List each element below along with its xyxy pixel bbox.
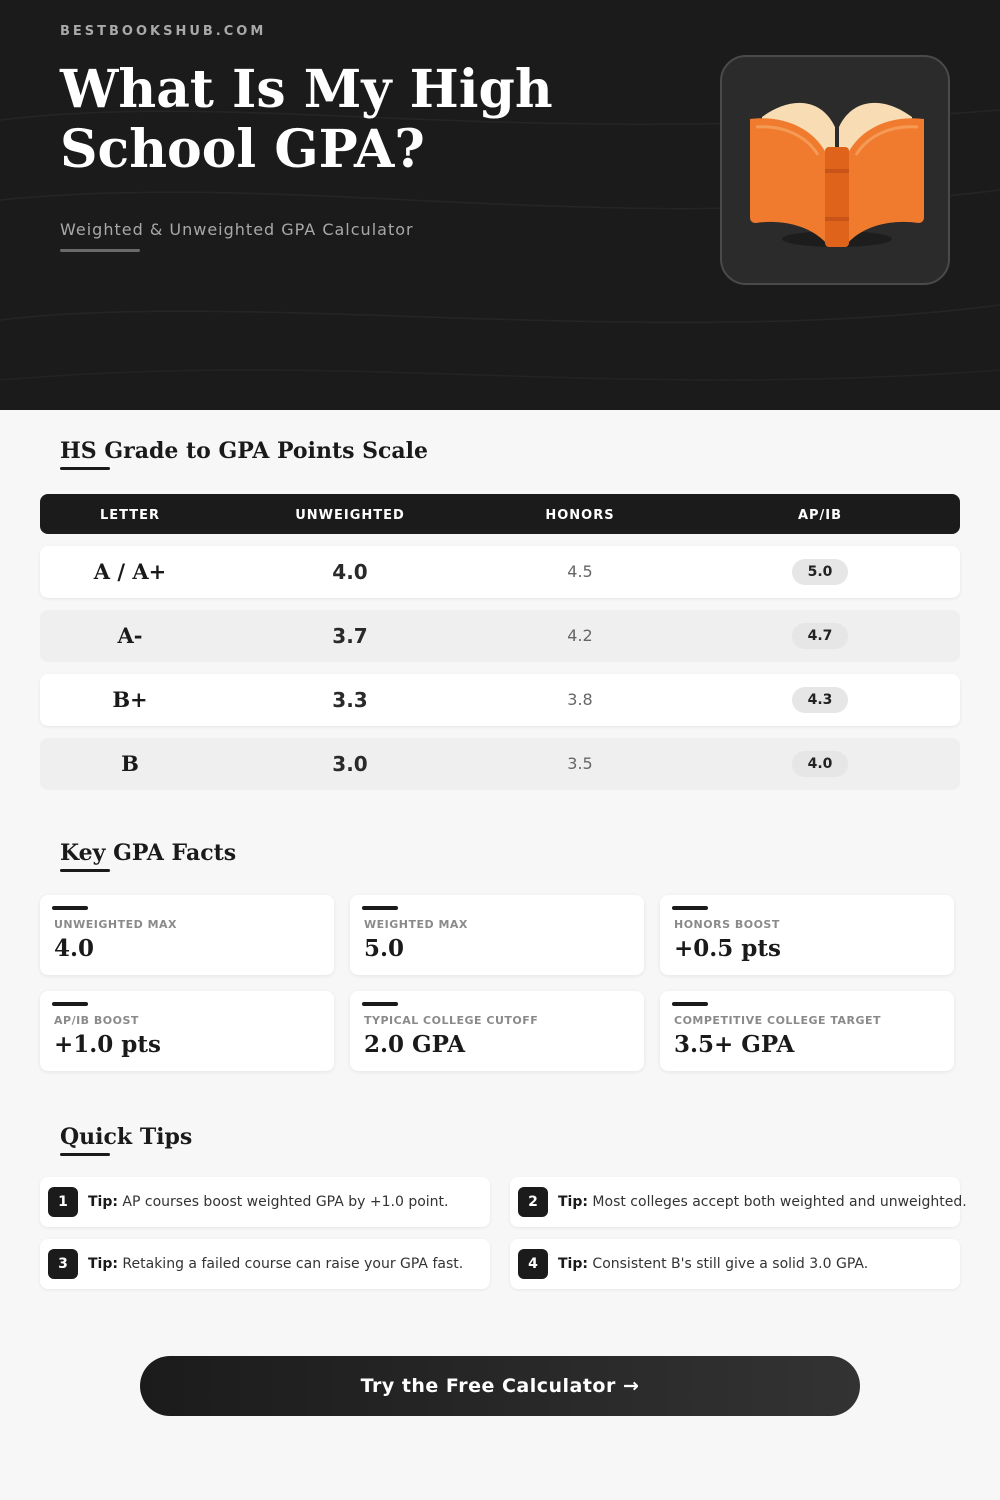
- fact-value: 4.0: [54, 935, 95, 962]
- col-letter: LETTER: [99, 508, 161, 523]
- card-accent: [362, 906, 398, 910]
- cell-letter: B: [121, 751, 139, 776]
- fact-value: 2.0 GPA: [364, 1031, 466, 1058]
- cell-unweighted: 4.0: [332, 560, 368, 584]
- cell-honors: 4.2: [567, 626, 593, 645]
- fact-label: UNWEIGHTED MAX: [54, 918, 178, 931]
- tip-prefix: Tip:: [558, 1256, 588, 1272]
- site-name: BESTBOOKSHUB.COM: [60, 24, 267, 39]
- tip-body: AP courses boost weighted GPA by +1.0 point.: [122, 1194, 449, 1210]
- table-row: [40, 674, 960, 726]
- subtitle-underline: [60, 249, 140, 252]
- tip-item: [510, 1177, 967, 1227]
- cell-unweighted: 3.0: [332, 752, 368, 776]
- facts-heading: Key GPA Facts: [60, 840, 237, 866]
- table-row: [40, 738, 960, 790]
- cell-letter: A / A+: [93, 559, 167, 584]
- fact-value: +0.5 pts: [674, 935, 781, 962]
- tip-item: [40, 1239, 490, 1289]
- fact-label: WEIGHTED MAX: [364, 918, 468, 931]
- cell-apib-badge: 4.0: [792, 751, 848, 777]
- hero-banner: [0, 0, 1000, 410]
- cell-honors: 3.8: [567, 690, 593, 709]
- fact-label: COMPETITIVE COLLEGE TARGET: [674, 1014, 882, 1027]
- cell-apib-badge: 4.3: [792, 687, 848, 713]
- facts-heading-underline: [60, 869, 110, 872]
- cell-unweighted: 3.7: [332, 624, 368, 648]
- col-unweighted: UNWEIGHTED: [295, 508, 405, 523]
- tip-text: [88, 1239, 463, 1289]
- fact-card: [40, 991, 334, 1071]
- tip-item: [510, 1239, 960, 1289]
- tip-text: [88, 1177, 448, 1227]
- page-subtitle: Weighted & Unweighted GPA Calculator: [60, 220, 414, 239]
- fact-label: HONORS BOOST: [674, 918, 780, 931]
- tip-text: [558, 1177, 967, 1227]
- cell-honors: 3.5: [567, 754, 593, 773]
- page-title: What Is My High School GPA?: [60, 59, 553, 180]
- col-honors: HONORS: [545, 508, 615, 523]
- fact-value: 3.5+ GPA: [674, 1031, 795, 1058]
- tip-body: Most colleges accept both weighted and unweighted.: [592, 1194, 967, 1210]
- tip-item: [40, 1177, 490, 1227]
- fact-card: [350, 991, 644, 1071]
- cell-unweighted: 3.3: [332, 688, 368, 712]
- tip-number-badge: 3: [48, 1249, 78, 1279]
- tips-heading-underline: [60, 1153, 110, 1156]
- tip-body: Consistent B's still give a solid 3.0 GPA.: [592, 1256, 869, 1272]
- card-accent: [52, 906, 88, 910]
- fact-card: [660, 991, 954, 1071]
- fact-card: [660, 895, 954, 975]
- table-row: [40, 546, 960, 598]
- tip-prefix: Tip:: [88, 1256, 118, 1272]
- fact-value: 5.0: [364, 935, 405, 962]
- cell-apib-badge: 5.0: [792, 559, 848, 585]
- tip-body: Retaking a failed course can raise your GPA fast.: [122, 1256, 464, 1272]
- scale-heading-underline: [60, 467, 110, 470]
- cell-letter: A-: [117, 623, 143, 648]
- tip-prefix: Tip:: [88, 1194, 118, 1210]
- card-accent: [52, 1002, 88, 1006]
- fact-label: AP/IB BOOST: [54, 1014, 139, 1027]
- book-icon-tile: [720, 55, 950, 285]
- tip-text: [558, 1239, 868, 1289]
- fact-label: TYPICAL COLLEGE CUTOFF: [364, 1014, 539, 1027]
- col-apib: AP/IB: [797, 508, 843, 523]
- table-header: [40, 494, 960, 534]
- card-accent: [672, 906, 708, 910]
- tip-number-badge: 2: [518, 1187, 548, 1217]
- card-accent: [672, 1002, 708, 1006]
- cell-apib-badge: 4.7: [792, 623, 848, 649]
- try-calculator-button[interactable]: Try the Free Calculator →: [140, 1356, 860, 1416]
- scale-heading: HS Grade to GPA Points Scale: [60, 438, 429, 464]
- open-book-icon: [722, 57, 952, 287]
- tip-number-badge: 1: [48, 1187, 78, 1217]
- fact-value: +1.0 pts: [54, 1031, 161, 1058]
- tips-heading: Quick Tips: [60, 1124, 193, 1150]
- cell-honors: 4.5: [567, 562, 593, 581]
- tip-number-badge: 4: [518, 1249, 548, 1279]
- fact-card: [40, 895, 334, 975]
- table-row: [40, 610, 960, 662]
- tip-prefix: Tip:: [558, 1194, 588, 1210]
- cell-letter: B+: [112, 687, 148, 712]
- card-accent: [362, 1002, 398, 1006]
- fact-card: [350, 895, 644, 975]
